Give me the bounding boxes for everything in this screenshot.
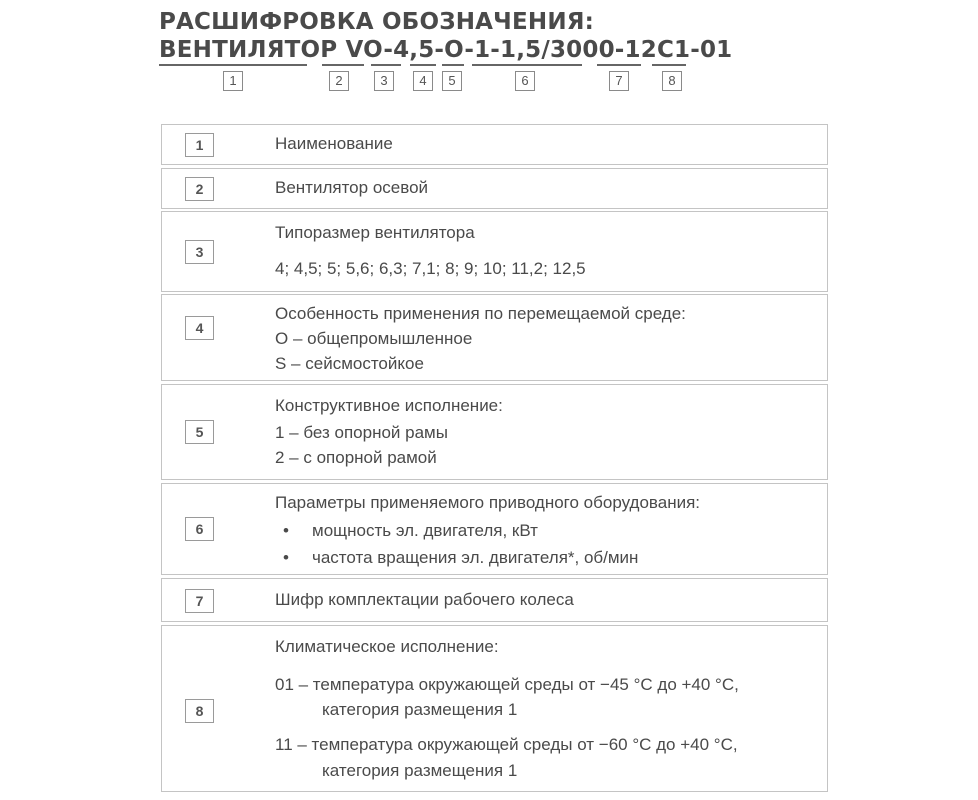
code-position-7: 7 [609,71,629,91]
row-text: категория размещения 1 [322,761,518,780]
row-number: 8 [185,699,214,723]
row-text: О – общепромышленное [275,329,473,348]
row-number: 7 [185,589,214,613]
legend-row-1 [161,124,828,165]
code-underline-3 [371,64,401,66]
row-text: 2 – с опорной рамой [275,448,437,467]
row-text: 11 – температура окружающей среды от −60 °С до +40 °С, [275,735,738,754]
legend-row-5 [161,384,828,480]
code-position-1: 1 [223,71,243,91]
row-number: 2 [185,177,214,201]
code-position-8: 8 [662,71,682,91]
code-position-3: 3 [374,71,394,91]
row-text: Климатическое исполнение: [275,637,499,656]
row-number: 3 [185,240,214,264]
code-position-2: 2 [329,71,349,91]
legend-row-4 [161,294,828,381]
row-number: 1 [185,133,214,157]
row-text: Конструктивное исполнение: [275,396,503,415]
bullet-text: частота вращения эл. двигателя*, об/мин [312,548,639,567]
bullet-text: мощность эл. двигателя, кВт [312,521,538,540]
code-underline-5 [442,64,464,66]
row-number: 6 [185,517,214,541]
title-line-1: РАСШИФРОВКА ОБОЗНАЧЕНИЯ: [159,9,595,35]
row-text: Типоразмер вентилятора [275,223,475,242]
legend-row-3 [161,211,828,292]
row-text: категория размещения 1 [322,700,518,719]
code-underline-7 [597,64,641,66]
legend-row-2 [161,168,828,209]
row-text: Наименование [275,134,393,153]
code-underline-4 [410,64,436,66]
code-underline-1 [159,64,307,66]
code-underline-8 [652,64,686,66]
row-text: Параметры применяемого приводного оборудования: [275,493,701,512]
code-underline-6 [472,64,582,66]
row-number: 4 [185,316,214,340]
row-text: S – сейсмостойкое [275,354,424,373]
row-text: 1 – без опорной рамы [275,423,448,442]
row-text: 4; 4,5; 5; 5,6; 6,3; 7,1; 8; 9; 10; 11,2; 12,5 [275,259,586,278]
row-number: 5 [185,420,214,444]
title-line-2: ВЕНТИЛЯТОР VO-4,5-O-1-1,5/3000-12С1-01 [159,37,733,63]
code-position-6: 6 [515,71,535,91]
row-text: Вентилятор осевой [275,178,429,197]
row-text: Шифр комплектации рабочего колеса [275,590,574,609]
row-text: 01 – температура окружающей среды от −45 °С до +40 °С, [275,675,739,694]
legend-row-7 [161,578,828,622]
legend-row-6 [161,483,828,575]
legend-row-8 [161,625,828,792]
code-underline-2 [322,64,364,66]
bullet-dot: • [283,548,289,567]
code-position-4: 4 [413,71,433,91]
row-text: Особенность применения по перемещаемой среде: [275,304,686,323]
code-position-5: 5 [442,71,462,91]
bullet-dot: • [283,521,289,540]
